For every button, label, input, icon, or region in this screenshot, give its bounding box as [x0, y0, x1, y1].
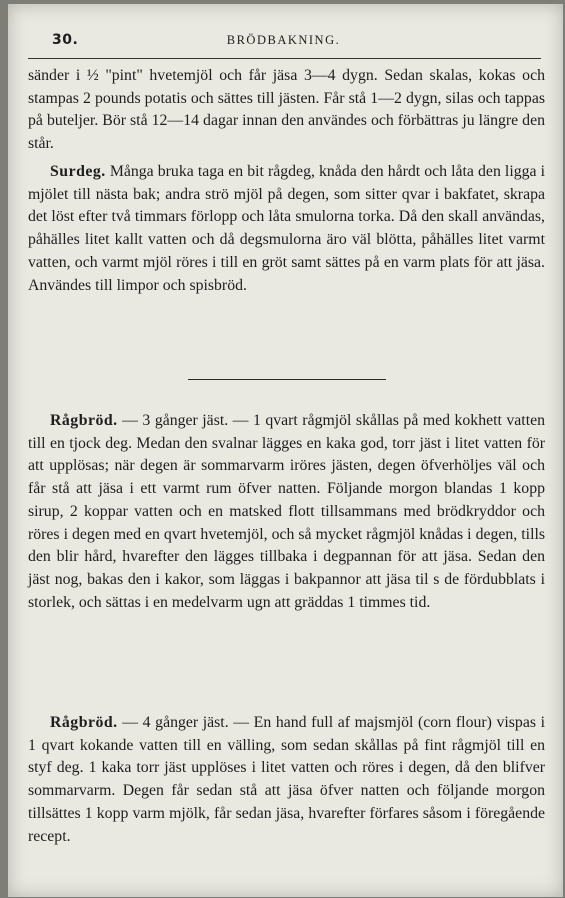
- page-number: 30.: [52, 32, 79, 48]
- section-separator: [188, 379, 386, 380]
- page-header: [22, 32, 545, 52]
- paragraph-ragbrod-3: [28, 410, 545, 614]
- section-heading-surdeg: Surdeg.: [50, 163, 106, 180]
- book-page: [8, 4, 563, 897]
- running-head: BRÖDBAKNING.: [226, 33, 341, 47]
- paragraph-yeast-continued: [28, 65, 545, 156]
- section-heading-ragbrod: Rågbröd.: [50, 412, 118, 429]
- paragraph-ragbrod-4: [28, 712, 545, 848]
- paragraph-text: Många bruka taga en bit rågdeg, knåda den hårdt och låta den ligga i mjölet till nästa bak; andra strö mjöl på degen, som sitter qvar i bakfatet, skrapa det löst efter två timmars förlopp och låta smulorna torka. Då den skall användas, påhälles litet kallt vatten och då degsmulorna äro väl blötta, påhälles litet varmt vatten, och varmt mjöl röres i till en gröt samt sättes på en varm plats för att jäsa. Användes till limpor och spisbröd.: [28, 163, 545, 294]
- paragraph-surdeg: [28, 161, 545, 297]
- header-rule: [28, 58, 541, 59]
- paragraph-text: sänder i ½ "pint" hvetemjöl och får jäsa 3—4 dygn. Sedan skalas, kokas och stampas 2 pounds potatis och sättes till jästen. Får stå 1—2 dygn, silas och tappas på buteljer. Bör stå 12—14 dagar innan den användes och förbättras ju längre den står.: [28, 67, 545, 153]
- paragraph-text: — 4 gånger jäst. — En hand full af majsmjöl (corn flour) vispas i 1 qvart kokande vatten till en välling, som sedan skållas på fint rågmjöl till en styf deg. 1 kaka torr jäst upplöses i litet vatten och röres i degen, då den blifver sommarvarm. Degen får sedan stå att jäsa öfver natten och följande morgon tillsättes 1 kopp varm mjölk, får sedan jäsa, hvarefter förfares såsom i föregående recept.: [28, 714, 545, 845]
- paragraph-text: — 3 gånger jäst. — 1 qvart rågmjöl skållas på med kokhett vatten till en tjock deg. Medan den svalnar lägges en kaka god, torr jäst i litet vatten för att upplösas; när degen är sommarvarm iröres jästen, degen öfverhöljes väl och får stå att jäsa i ett varmt rum öfver natten. Följande morgon blandas 1 kopp sirup, 2 koppar vatten och en matsked flott tillsammans med brödkryddor och röres i degen med en qvart hvetemjöl, och så mycket rågmjöl knådas i degen, tills den blir hård, hvarefter den lägges tillbaka i degpannan för att jäsa. Sedan den jäst nog, bakas den i kakor, som läggas i bakpannor att jäsa til s de fördubblats i storlek, och sättas i en medelvarm ugn att gräddas 1 timmes tid.: [28, 412, 545, 611]
- section-heading-ragbrod: Rågbröd.: [50, 714, 118, 731]
